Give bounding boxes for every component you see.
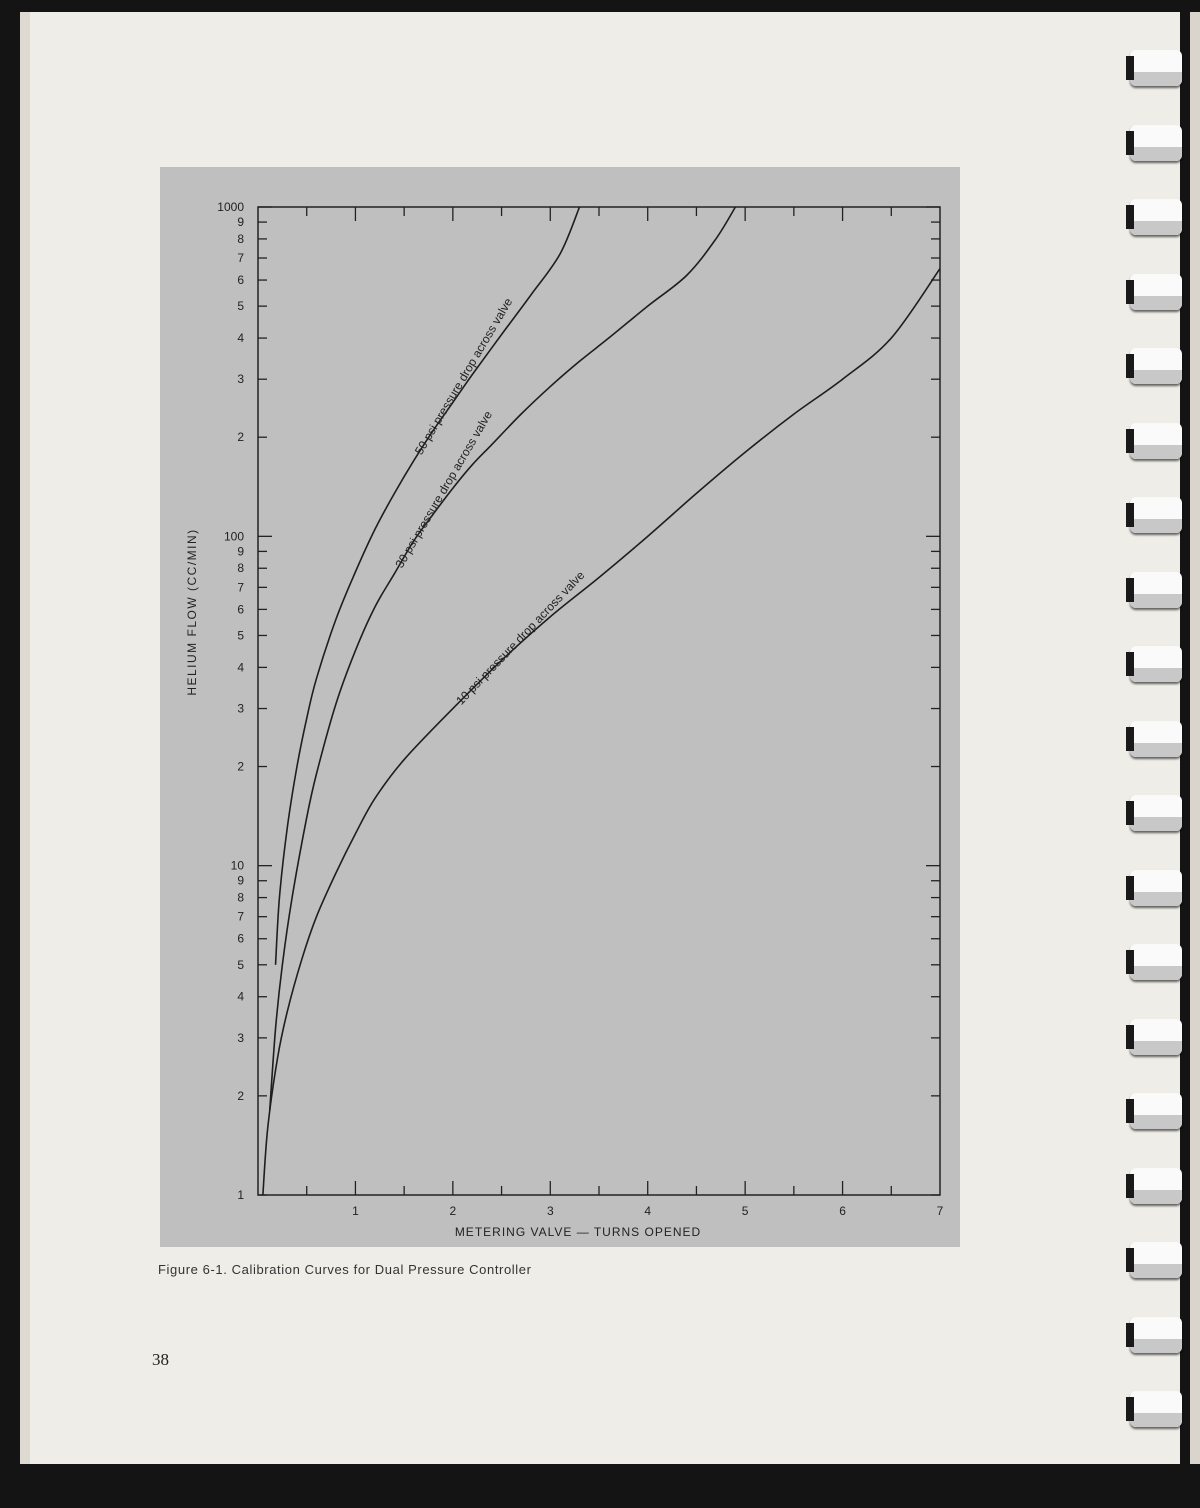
binding-ring bbox=[1126, 944, 1186, 982]
y-tick-label: 4 bbox=[237, 660, 244, 675]
binding-ring bbox=[1126, 50, 1186, 88]
ring-hole bbox=[1126, 503, 1134, 527]
ring-shade bbox=[1130, 1041, 1182, 1055]
y-tick-label: 2 bbox=[237, 759, 244, 774]
ring-hole bbox=[1126, 1174, 1134, 1198]
binding-ring bbox=[1126, 423, 1186, 461]
y-tick-label: 7 bbox=[237, 580, 244, 595]
ring-shade bbox=[1130, 1339, 1182, 1353]
ring-shade bbox=[1130, 1115, 1182, 1129]
y-tick-label: 3 bbox=[237, 701, 244, 716]
binding-ring bbox=[1126, 1093, 1186, 1131]
plot-frame bbox=[258, 207, 940, 1195]
ring-shade bbox=[1130, 743, 1182, 757]
y-tick-label: 8 bbox=[237, 890, 244, 905]
series-lines bbox=[263, 207, 940, 1195]
series-label: 10 psi pressure drop across valve bbox=[453, 568, 588, 708]
x-axis bbox=[307, 207, 944, 1218]
y-tick-label: 9 bbox=[237, 215, 244, 230]
ring-hole bbox=[1126, 429, 1134, 453]
y-tick-label: 2 bbox=[237, 1088, 244, 1103]
ring-hole bbox=[1126, 56, 1134, 80]
ring-shade bbox=[1130, 370, 1182, 384]
ring-hole bbox=[1126, 1248, 1134, 1272]
ring-shade bbox=[1130, 296, 1182, 310]
ring-shade bbox=[1130, 72, 1182, 86]
y-tick-label: 8 bbox=[237, 561, 244, 576]
x-tick-label: 4 bbox=[644, 1204, 652, 1218]
series-line bbox=[276, 207, 580, 965]
ring-shade bbox=[1130, 966, 1182, 980]
y-tick-label: 9 bbox=[237, 544, 244, 559]
y-axis bbox=[217, 200, 940, 1202]
ring-shade bbox=[1130, 892, 1182, 906]
series-label: 50 psi pressure drop across valve bbox=[411, 295, 516, 458]
y-tick-label: 4 bbox=[237, 989, 244, 1004]
ring-shade bbox=[1130, 594, 1182, 608]
series-label: 30 psi pressure drop across valve bbox=[392, 408, 496, 571]
ring-hole bbox=[1126, 578, 1134, 602]
binding-ring bbox=[1126, 572, 1186, 610]
x-tick-label: 6 bbox=[839, 1204, 846, 1218]
binding-ring bbox=[1126, 646, 1186, 684]
binding-ring bbox=[1126, 1391, 1186, 1429]
binding-ring bbox=[1126, 1019, 1186, 1057]
ring-hole bbox=[1126, 1025, 1134, 1049]
y-tick-label: 1 bbox=[237, 1188, 244, 1202]
ring-hole bbox=[1126, 652, 1134, 676]
binding-ring bbox=[1126, 348, 1186, 386]
ring-shade bbox=[1130, 1413, 1182, 1427]
binding-ring bbox=[1126, 1242, 1186, 1280]
x-tick-label: 3 bbox=[546, 1204, 554, 1218]
ring-hole bbox=[1126, 354, 1134, 378]
binding-ring bbox=[1126, 274, 1186, 312]
binding-ring bbox=[1126, 497, 1186, 535]
ring-hole bbox=[1126, 801, 1134, 825]
ring-hole bbox=[1126, 950, 1134, 974]
ring-shade bbox=[1130, 445, 1182, 459]
x-tick-label: 5 bbox=[741, 1204, 749, 1218]
ring-shade bbox=[1130, 1264, 1182, 1278]
x-tick-label: 7 bbox=[936, 1204, 944, 1218]
y-tick-label: 7 bbox=[237, 909, 244, 924]
y-tick-label: 3 bbox=[237, 372, 244, 387]
x-axis-label: METERING VALVE — TURNS OPENED bbox=[454, 1225, 702, 1239]
y-tick-label: 2 bbox=[237, 430, 244, 445]
ring-shade bbox=[1130, 147, 1182, 161]
ring-hole bbox=[1126, 1323, 1134, 1347]
ring-shade bbox=[1130, 1190, 1182, 1204]
x-tick-label: 1 bbox=[352, 1204, 359, 1218]
binding-ring bbox=[1126, 795, 1186, 833]
binding-ring bbox=[1126, 125, 1186, 163]
y-axis-label: HELIUM FLOW (CC/MIN) bbox=[185, 528, 199, 696]
ring-hole bbox=[1126, 876, 1134, 900]
y-tick-label: 6 bbox=[237, 602, 244, 617]
series-line bbox=[263, 269, 940, 1195]
y-tick-label: 8 bbox=[237, 231, 244, 246]
binding-ring bbox=[1126, 721, 1186, 759]
y-tick-label: 4 bbox=[237, 331, 244, 346]
ring-hole bbox=[1126, 131, 1134, 155]
ring-shade bbox=[1130, 668, 1182, 682]
y-tick-label: 6 bbox=[237, 931, 244, 946]
ring-hole bbox=[1126, 1397, 1134, 1421]
ring-hole bbox=[1126, 280, 1134, 304]
y-tick-label: 7 bbox=[237, 251, 244, 266]
ring-hole bbox=[1126, 205, 1134, 229]
page-edge bbox=[1190, 12, 1200, 1464]
y-tick-label: 10 bbox=[230, 858, 244, 873]
y-tick-label: 5 bbox=[237, 299, 244, 314]
ring-hole bbox=[1126, 1099, 1134, 1123]
y-tick-label: 9 bbox=[237, 873, 244, 888]
y-tick-label: 3 bbox=[237, 1030, 244, 1045]
ring-shade bbox=[1130, 817, 1182, 831]
y-tick-label: 1000 bbox=[217, 200, 244, 214]
ring-shade bbox=[1130, 221, 1182, 235]
x-tick-label: 2 bbox=[449, 1204, 457, 1218]
y-tick-label: 100 bbox=[223, 529, 244, 544]
page-number: 38 bbox=[152, 1350, 169, 1369]
binding-ring bbox=[1126, 870, 1186, 908]
series-labels bbox=[392, 295, 587, 707]
figure-panel bbox=[160, 167, 960, 1247]
y-tick-label: 6 bbox=[237, 273, 244, 288]
y-tick-label: 5 bbox=[237, 957, 244, 972]
y-tick-label: 5 bbox=[237, 628, 244, 643]
figure-caption: Figure 6-1. Calibration Curves for Dual Pressure Controller bbox=[158, 1262, 532, 1277]
ring-shade bbox=[1130, 519, 1182, 533]
binding-ring bbox=[1126, 1168, 1186, 1206]
binding-ring bbox=[1126, 1317, 1186, 1355]
binding-ring bbox=[1126, 199, 1186, 237]
calibration-chart bbox=[160, 167, 960, 1247]
document-page bbox=[20, 12, 1180, 1464]
ring-hole bbox=[1126, 727, 1134, 751]
